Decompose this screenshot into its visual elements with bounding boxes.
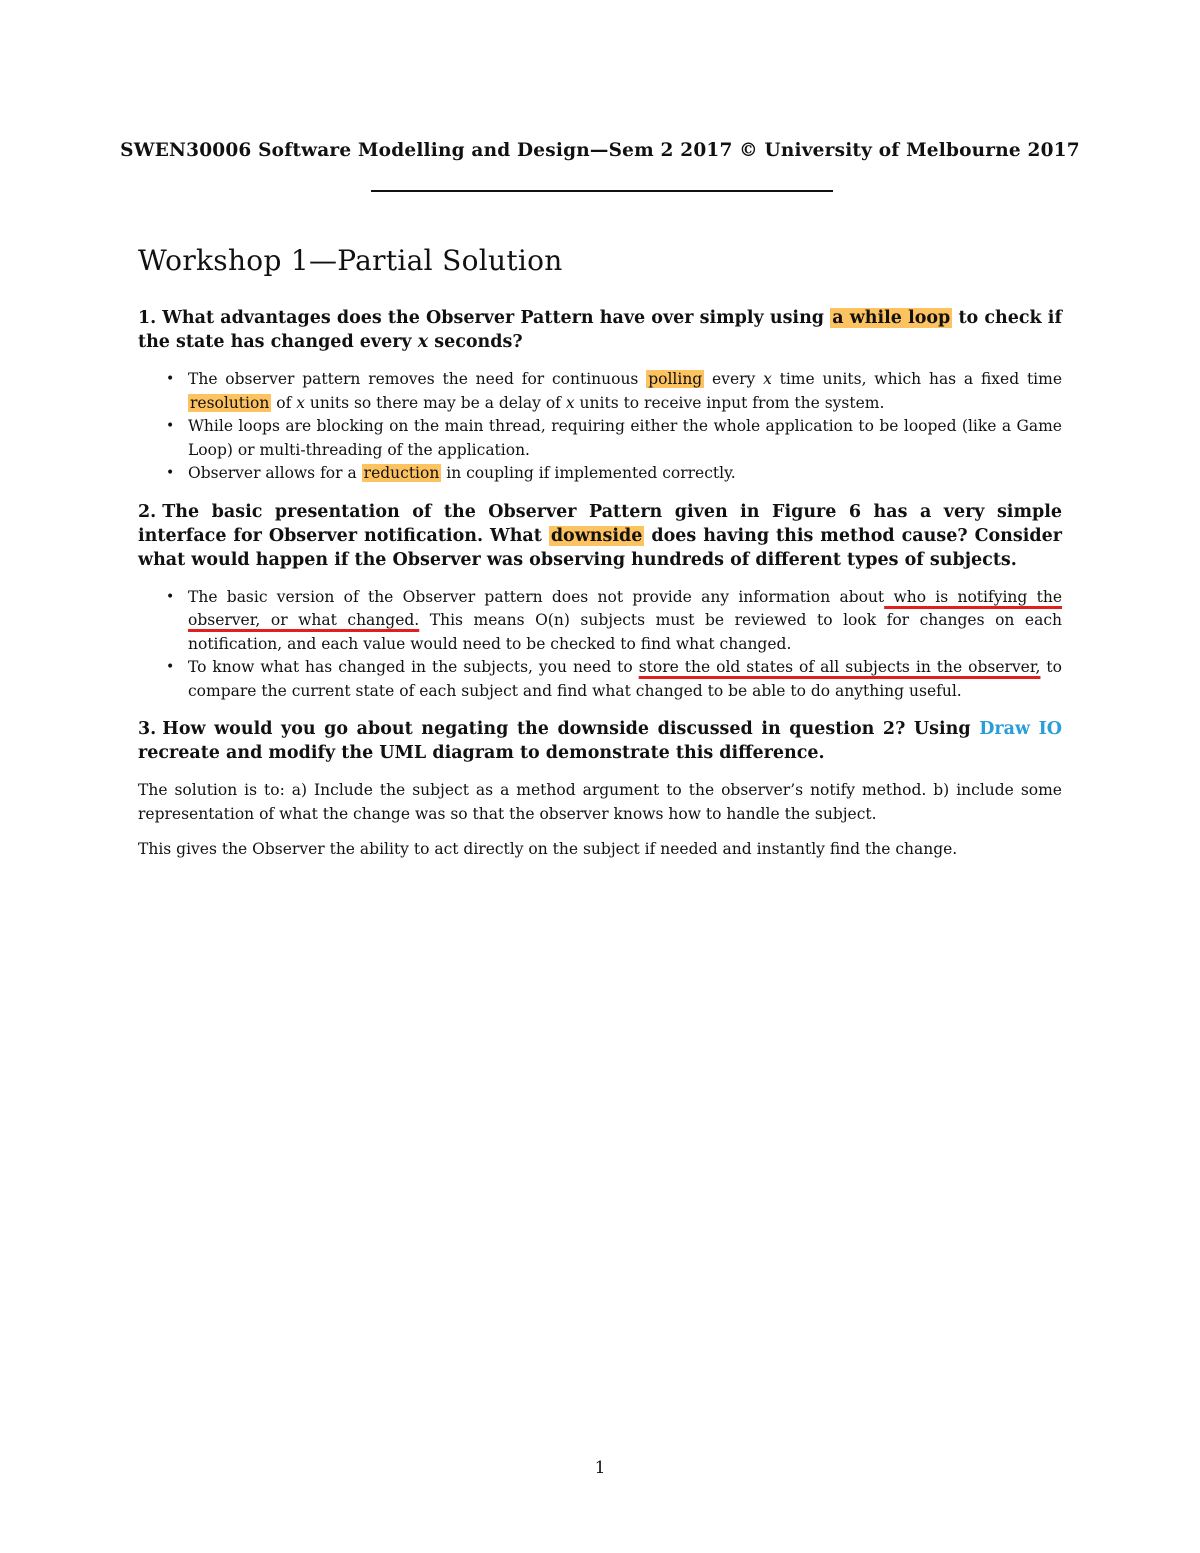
question-1 <box>138 306 1062 354</box>
question-1-number: 1. <box>138 308 157 328</box>
answer-text: This means O(n) subjects must be reviewed to look for changes on each notification, and each value would need to be checked to find what changed. <box>188 611 1062 653</box>
list-item <box>138 586 1062 657</box>
answer-text: Observer allows for a <box>188 464 362 482</box>
solution-paragraph-1: The solution is to: a) Include the subject as a method argument to the observer’s notify method. b) include some representation of what the change was so that the observer knows how to handle the subject. <box>138 781 1062 823</box>
question-1-variable: x <box>417 332 429 352</box>
answer-highlight: reduction <box>363 464 440 482</box>
question-2-highlight: downside <box>550 525 643 546</box>
question-1-highlight: a while loop <box>832 308 951 328</box>
answer-text: units so there may be a delay of <box>305 393 566 412</box>
question-3-text-b: recreate and modify the UML diagram to demonstrate this difference. <box>138 743 825 763</box>
answer-underline: who is notifying the observer, or what changed. <box>188 587 1062 629</box>
answer-variable: x <box>296 393 305 412</box>
answer-text: of <box>271 393 297 412</box>
question-2-text-b: does having this method cause? Consider what would happen if the Observer was observing hundreds of different types of subjects. <box>138 525 1062 570</box>
question-3 <box>138 717 1062 765</box>
header-rule <box>371 190 833 192</box>
answer-text: The observer pattern removes the need for continuous <box>188 370 647 388</box>
document-body <box>138 306 1062 874</box>
page-title: Workshop 1—Partial Solution <box>138 244 563 277</box>
solution-paragraph-2: This gives the Observer the ability to act directly on the subject if needed and instantly find the change. <box>138 840 958 858</box>
question-2-answers <box>138 586 1062 704</box>
answer-text: to compare the current state of each subject and find what changed to be able to do anything useful. <box>188 658 1062 700</box>
list-item <box>138 656 1062 703</box>
question-1-answers <box>138 368 1062 486</box>
answer-text: every <box>704 370 764 388</box>
page-header: SWEN30006 Software Modelling and Design—Sem 2 2017 © University of Melbourne 2017 <box>120 140 1080 161</box>
question-1-text-b: to check if the state has changed every <box>138 308 1062 352</box>
list-item <box>138 368 1062 415</box>
question-3-number: 3. <box>138 719 157 739</box>
page-number: 1 <box>594 1458 606 1478</box>
answer-underline: store the old states of all subjects in the observer, <box>638 658 1041 676</box>
answer-text: time units, which has a fixed time <box>771 370 1062 388</box>
question-2-text-a: The basic presentation of the Observer Pattern given in Figure 6 has a very simple interface for Observer notification. What <box>138 501 1062 546</box>
answer-text: The basic version of the Observer pattern does not provide any information about <box>188 587 885 606</box>
answer-text: in coupling if implemented correctly. <box>441 464 736 482</box>
question-2-number: 2. <box>138 501 157 522</box>
answer-highlight: polling <box>648 370 703 388</box>
answer-variable: x <box>763 370 772 388</box>
list-item <box>138 462 1062 486</box>
question-3-text-a: How would you go about negating the downside discussed in question 2? Using <box>162 719 980 739</box>
question-1-text-a: What advantages does the Observer Pattern have over simply using <box>162 308 831 328</box>
question-2 <box>138 500 1062 572</box>
question-1-text-c: seconds? <box>428 332 523 352</box>
answer-highlight: resolution <box>190 393 270 412</box>
answer-text: units to receive input from the system. <box>574 393 885 412</box>
list-item: • While loops are blocking on the main thread, requiring either the whole application to be looped (like a Game Loop) or multi-threading of the application. <box>138 415 1062 462</box>
draw-io-link[interactable]: Draw IO <box>979 719 1062 739</box>
answer-variable: x <box>565 393 575 412</box>
answer-text: To know what has changed in the subjects, you need to <box>188 658 639 676</box>
